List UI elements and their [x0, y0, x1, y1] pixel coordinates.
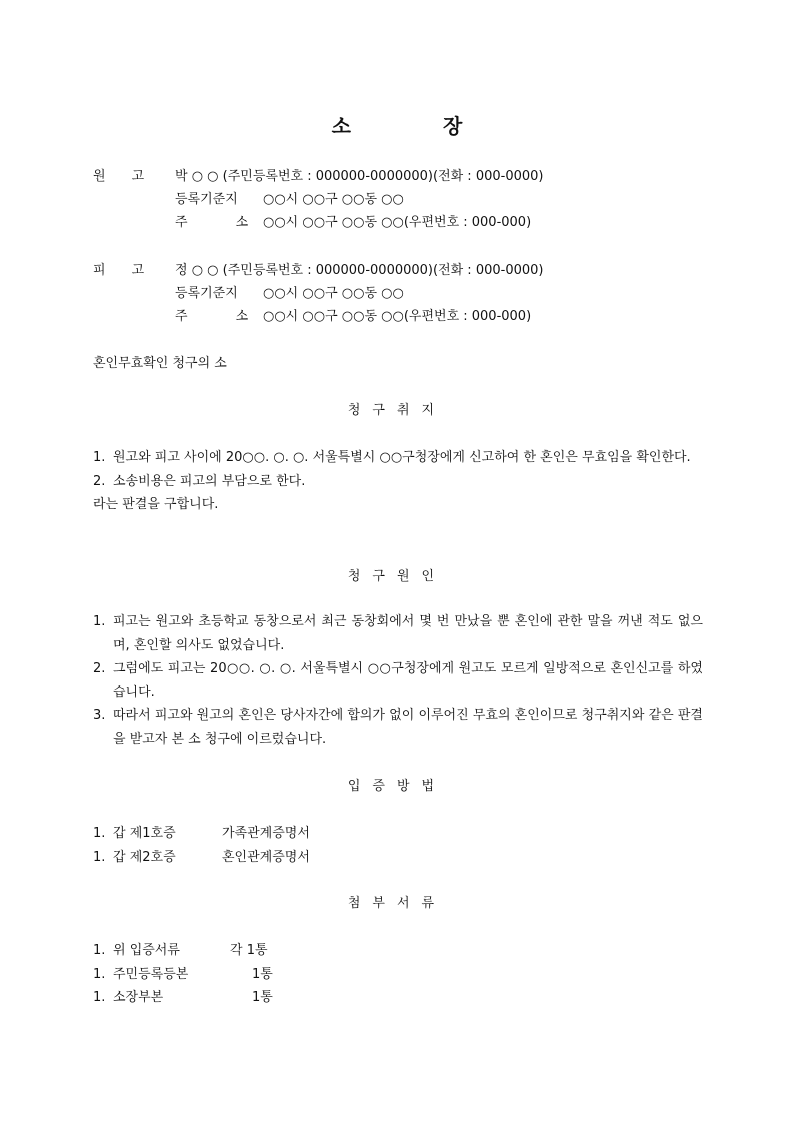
item-text: 피고는 원고와 초등학교 동창으로서 최근 동창회에서 몇 번 만났을 뿐 혼인에 관한 말을 꺼낸 적도 없으며, 혼인할 의사도 없었습니다. — [113, 614, 703, 653]
plaintiff-address-value: ○○시 ○○구 ○○동 ○○(우편번호 : 000-000) — [263, 215, 532, 230]
role-char: 고 — [131, 263, 145, 278]
item-value: 혼인관계증명서 — [222, 849, 310, 865]
item-text: 따라서 피고와 원고의 혼인은 당사자간에 합의가 없이 이루어진 무효의 혼인이므로 청구취지와 같은 판결을 받고자 본 소 청구에 이르렀습니다. — [113, 708, 703, 747]
defendant-registry-label: 등록기준지 — [175, 286, 238, 301]
item-text: 소송비용은 피고의 부담으로 한다. — [113, 473, 306, 489]
item-value: 1통 — [252, 966, 273, 982]
defendant-registry-value: ○○시 ○○구 ○○동 ○○ — [263, 286, 404, 301]
defendant-role-label — [93, 259, 173, 282]
item-value: 1통 — [252, 990, 273, 1005]
item-number: 1. — [93, 614, 106, 629]
section-heading-claim-purpose: 청구취지 — [347, 403, 447, 418]
plaintiff-name-line: 박 ○ ○ (주민등록번호 : 000000-0000000)(전화 : 000-0000) — [175, 169, 544, 184]
item-label: 주민등록등본 — [113, 966, 189, 982]
claim-cause-list — [93, 610, 703, 751]
section-heading-evidence: 입증방법 — [347, 779, 447, 794]
claim-purpose-closing: 라는 판결을 구합니다. — [93, 497, 219, 512]
list-item — [93, 610, 703, 657]
defendant-address-value: ○○시 ○○구 ○○동 ○○(우편번호 : 000-000) — [263, 309, 532, 324]
defendant-name-line: 정 ○ ○ (주민등록번호 : 000000-0000000)(전화 : 000-0000) — [175, 263, 544, 278]
section-heading-claim-cause: 청구원인 — [347, 569, 447, 584]
item-number: 1. — [93, 849, 106, 865]
list-item — [93, 704, 703, 751]
item-label: 소장부본 — [113, 990, 164, 1005]
plaintiff-registry-value: ○○시 ○○구 ○○동 ○○ — [263, 192, 404, 207]
item-number: 1. — [93, 966, 106, 982]
claim-purpose-list — [93, 446, 703, 517]
item-number: 3. — [93, 708, 106, 723]
item-label: 갑 제2호증 — [113, 849, 176, 865]
plaintiff-role-label — [93, 165, 173, 188]
list-item — [93, 446, 703, 470]
role-char: 원 — [93, 169, 106, 184]
item-text: 그럼에도 피고는 20○○. ○. ○. 서울특별시 ○○구청장에게 원고도 모르게 일방적으로 혼인신고를 하였습니다. — [113, 661, 703, 700]
item-number: 2. — [93, 661, 106, 676]
item-number: 1. — [93, 450, 106, 465]
case-title: 혼인무효확인 청구의 소 — [93, 356, 227, 371]
role-char: 고 — [131, 169, 145, 184]
defendant-address-label: 주 소 — [175, 309, 249, 324]
list-item — [93, 470, 703, 494]
item-number: 1. — [93, 990, 106, 1005]
item-text: 원고와 피고 사이에 20○○. ○. ○. 서울특별시 ○○구청장에게 신고하여 한 혼인은 무효임을 확인한다. — [113, 450, 691, 465]
item-label: 위 입증서류 — [113, 943, 180, 958]
item-number: 2. — [93, 473, 106, 489]
item-number: 1. — [93, 943, 106, 958]
item-value: 가족관계증명서 — [222, 826, 310, 841]
section-heading-attachments: 첨부서류 — [347, 896, 447, 911]
title-char-left: 소 — [331, 114, 351, 138]
item-number: 1. — [93, 826, 106, 841]
role-char: 피 — [93, 263, 106, 278]
plaintiff-address-label: 주 소 — [175, 215, 249, 230]
document-title — [0, 110, 794, 139]
list-item — [93, 657, 703, 704]
item-label: 갑 제1호증 — [113, 826, 176, 841]
item-value: 각 1통 — [230, 943, 268, 958]
plaintiff-registry-label: 등록기준지 — [175, 192, 238, 207]
title-char-right: 장 — [443, 114, 463, 138]
